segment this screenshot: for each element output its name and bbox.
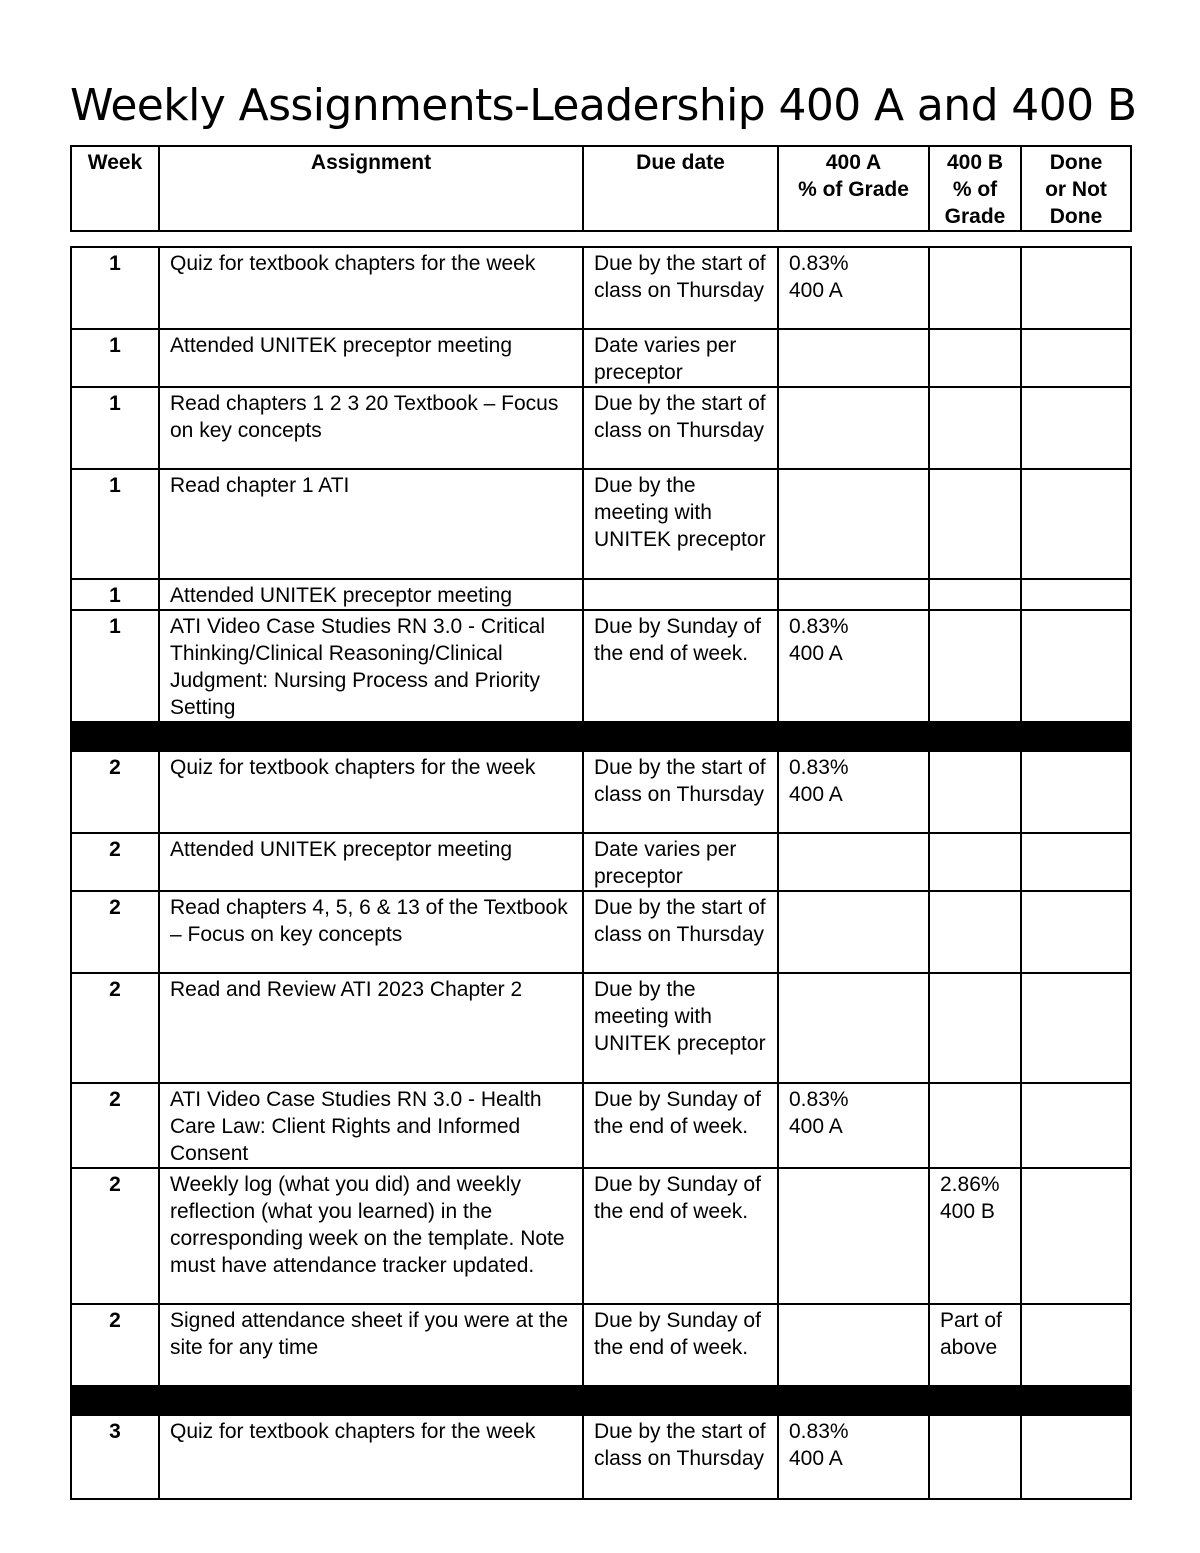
done-cell <box>1021 247 1131 329</box>
week-cell: 2 <box>71 833 159 891</box>
done-cell <box>1021 833 1131 891</box>
due-date-cell: Due by the start of class on Thursday <box>583 891 778 973</box>
table-row <box>71 1415 1131 1499</box>
due-date-cell: Due by Sunday of the end of week. <box>583 1304 778 1386</box>
grade-400a-cell: 0.83% 400 A <box>778 751 929 833</box>
due-date-cell <box>583 579 778 610</box>
grade-400b-cell <box>929 610 1021 722</box>
assignment-cell: Signed attendance sheet if you were at the site for any time <box>159 1304 583 1386</box>
assignment-cell: ATI Video Case Studies RN 3.0 - Health Care Law: Client Rights and Informed Consent <box>159 1083 583 1168</box>
week-cell: 2 <box>71 973 159 1083</box>
done-cell <box>1021 387 1131 469</box>
week-separator <box>71 722 1131 751</box>
assignment-cell: Quiz for textbook chapters for the week <box>159 751 583 833</box>
grade-400b-cell <box>929 833 1021 891</box>
grade-400a-cell <box>778 973 929 1083</box>
table-row <box>71 1304 1131 1386</box>
week-separator-bar <box>71 722 1131 751</box>
done-cell <box>1021 579 1131 610</box>
week-cell: 1 <box>71 329 159 387</box>
table-row <box>71 329 1131 387</box>
table-row <box>71 610 1131 722</box>
done-cell <box>1021 751 1131 833</box>
assignment-cell: Read and Review ATI 2023 Chapter 2 <box>159 973 583 1083</box>
grade-400a-cell <box>778 833 929 891</box>
grade-400a-cell <box>778 469 929 579</box>
assignment-cell: Read chapters 1 2 3 20 Textbook – Focus on key concepts <box>159 387 583 469</box>
grade-400b-cell <box>929 579 1021 610</box>
due-date-cell: Due by Sunday of the end of week. <box>583 610 778 722</box>
grade-400a-cell <box>778 387 929 469</box>
table-row <box>71 891 1131 973</box>
week-cell: 1 <box>71 579 159 610</box>
column-header-assignment: Assignment <box>159 146 583 231</box>
assignment-cell: Read chapters 4, 5, 6 & 13 of the Textbook – Focus on key concepts <box>159 891 583 973</box>
assignment-cell: Read chapter 1 ATI <box>159 469 583 579</box>
assignment-cell: Weekly log (what you did) and weekly reflection (what you learned) in the corresponding week on the template. Note must have attendance tracker updated. <box>159 1168 583 1304</box>
done-cell <box>1021 329 1131 387</box>
assignment-cell: Attended UNITEK preceptor meeting <box>159 329 583 387</box>
table-row <box>71 833 1131 891</box>
grade-400a-cell: 0.83% 400 A <box>778 1415 929 1499</box>
due-date-cell: Due by the start of class on Thursday <box>583 387 778 469</box>
assignment-cell: Quiz for textbook chapters for the week <box>159 1415 583 1499</box>
done-cell <box>1021 1083 1131 1168</box>
week-cell: 2 <box>71 1083 159 1168</box>
done-cell <box>1021 973 1131 1083</box>
assignments-table-body <box>71 247 1131 1499</box>
week-cell: 1 <box>71 247 159 329</box>
due-date-cell: Date varies per preceptor <box>583 329 778 387</box>
grade-400b-cell <box>929 469 1021 579</box>
assignment-cell: ATI Video Case Studies RN 3.0 - Critical Thinking/Clinical Reasoning/Clinical Judgment: Nursing Process and Priority Setting <box>159 610 583 722</box>
week-cell: 2 <box>71 891 159 973</box>
table-row <box>71 387 1131 469</box>
due-date-cell: Due by the start of class on Thursday <box>583 1415 778 1499</box>
table-row <box>71 1168 1131 1304</box>
grade-400b-cell <box>929 973 1021 1083</box>
assignment-cell: Attended UNITEK preceptor meeting <box>159 579 583 610</box>
table-row <box>71 1083 1131 1168</box>
table-row <box>71 247 1131 329</box>
due-date-cell: Due by Sunday of the end of week. <box>583 1083 778 1168</box>
week-separator <box>71 1386 1131 1415</box>
grade-400a-cell <box>778 579 929 610</box>
grade-400b-cell <box>929 891 1021 973</box>
grade-400a-cell <box>778 1304 929 1386</box>
column-header-week: Week <box>71 146 159 231</box>
week-cell: 1 <box>71 610 159 722</box>
grade-400a-cell <box>778 1168 929 1304</box>
due-date-cell: Due by the start of class on Thursday <box>583 247 778 329</box>
column-header-due-date: Due date <box>583 146 778 231</box>
due-date-cell: Date varies per preceptor <box>583 833 778 891</box>
done-cell <box>1021 1168 1131 1304</box>
week-separator-bar <box>71 1386 1131 1415</box>
done-cell <box>1021 469 1131 579</box>
grade-400a-cell <box>778 891 929 973</box>
week-cell: 1 <box>71 469 159 579</box>
done-cell <box>1021 891 1131 973</box>
due-date-cell: Due by Sunday of the end of week. <box>583 1168 778 1304</box>
grade-400a-cell <box>778 329 929 387</box>
assignment-cell: Quiz for textbook chapters for the week <box>159 247 583 329</box>
grade-400b-cell <box>929 1083 1021 1168</box>
grade-400a-cell: 0.83% 400 A <box>778 610 929 722</box>
grade-400b-cell <box>929 387 1021 469</box>
done-cell <box>1021 610 1131 722</box>
week-cell: 2 <box>71 1168 159 1304</box>
grade-400b-cell <box>929 751 1021 833</box>
due-date-cell: Due by the meeting with UNITEK preceptor <box>583 973 778 1083</box>
grade-400b-cell: 2.86% 400 B <box>929 1168 1021 1304</box>
week-cell: 1 <box>71 387 159 469</box>
grade-400a-cell: 0.83% 400 A <box>778 1083 929 1168</box>
week-cell: 3 <box>71 1415 159 1499</box>
column-header-400b-grade: 400 B % of Grade <box>929 146 1021 231</box>
header-row <box>71 146 1131 231</box>
grade-400b-cell: Part of above <box>929 1304 1021 1386</box>
grade-400b-cell <box>929 247 1021 329</box>
done-cell <box>1021 1304 1131 1386</box>
grade-400a-cell: 0.83% 400 A <box>778 247 929 329</box>
page-title: Weekly Assignments-Leadership 400 A and 400 B <box>70 80 1137 131</box>
done-cell <box>1021 1415 1131 1499</box>
due-date-cell: Due by the meeting with UNITEK preceptor <box>583 469 778 579</box>
due-date-cell: Due by the start of class on Thursday <box>583 751 778 833</box>
grade-400b-cell <box>929 1415 1021 1499</box>
assignment-cell: Attended UNITEK preceptor meeting <box>159 833 583 891</box>
assignments-table <box>70 246 1132 1500</box>
header-table <box>70 145 1132 232</box>
column-header-done: Done or Not Done <box>1021 146 1131 231</box>
grade-400b-cell <box>929 329 1021 387</box>
table-row <box>71 751 1131 833</box>
column-header-400a-grade: 400 A % of Grade <box>778 146 929 231</box>
week-cell: 2 <box>71 1304 159 1386</box>
week-cell: 2 <box>71 751 159 833</box>
table-row <box>71 973 1131 1083</box>
table-row <box>71 579 1131 610</box>
table-row <box>71 469 1131 579</box>
